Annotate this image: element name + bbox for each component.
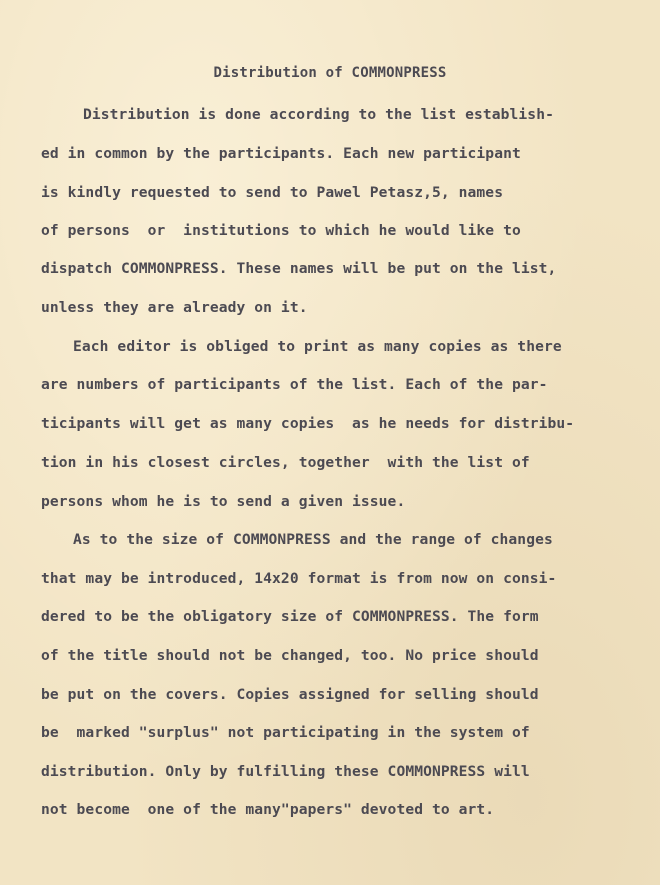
text-line: ed in common by the participants. Each new participant xyxy=(41,145,521,162)
text-line: that may be introduced, 14x20 format is from now on consi- xyxy=(41,570,557,587)
text-line: is kindly requested to send to Pawel Petasz,5, names xyxy=(41,184,504,201)
text-line: of persons or institutions to which he would like to xyxy=(41,222,521,239)
text-line: ticipants will get as many copies as he needs for distribu- xyxy=(41,415,575,432)
text-line: dispatch COMMONPRESS. These names will be put on the list, xyxy=(41,260,557,277)
text-line: Each editor is obliged to print as many copies as there xyxy=(73,338,562,355)
text-line: be marked "surplus" not participating in the system of xyxy=(41,724,530,741)
text-line: As to the size of COMMONPRESS and the range of changes xyxy=(73,531,553,548)
text-line: tion in his closest circles, together with the list of xyxy=(41,454,530,471)
text-line: distribution. Only by fulfilling these COMMONPRESS will xyxy=(41,763,530,780)
text-line: not become one of the many"papers" devoted to art. xyxy=(41,801,495,818)
text-line: Distribution is done according to the list establish- xyxy=(83,106,554,123)
text-line: of the title should not be changed, too. No price should xyxy=(41,647,539,664)
text-line: are numbers of participants of the list. Each of the par- xyxy=(41,376,548,393)
page-title: Distribution of COMMONPRESS xyxy=(213,65,447,81)
text-line: persons whom he is to send a given issue. xyxy=(41,493,406,510)
text-line: be put on the covers. Copies assigned for selling should xyxy=(41,686,539,703)
text-line: unless they are already on it. xyxy=(41,299,308,316)
text-line: dered to be the obligatory size of COMMONPRESS. The form xyxy=(41,608,539,625)
